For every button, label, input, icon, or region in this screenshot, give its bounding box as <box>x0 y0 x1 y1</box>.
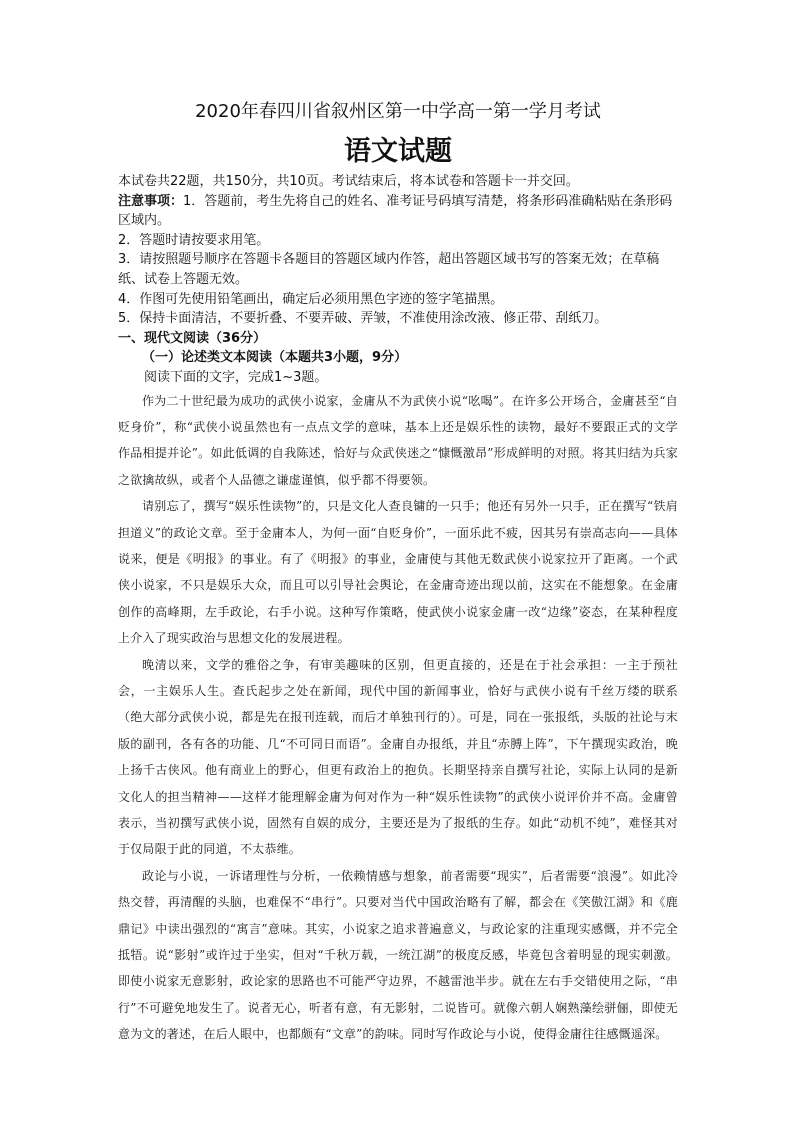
article-paragraph-2: 请别忘了，撰写“娱乐性读物”的，只是文化人查良镛的一只手；他还有另外一只手，正在撰写“铁肩担道义”的政论文章。至于金庸本人，为何一面“自贬身价”，一面乐此不疲，因其另有崇高志向——具体说来，便是《明报》的事业。有了《明报》的事业，金庸使与其他无数武侠小说家拉开了距离。一个武侠小说家，不只是娱乐大众，而且可以引导社会舆论，在金庸奇迹出现以前，这实在不能想象。在金庸创作的高峰期，左手政论，右手小说。这种写作策略，使武侠小说家金庸一改“边缘”姿态，在某种程度上介入了现实政治与思想文化的发展进程。 <box>118 499 678 646</box>
note-item-2: 2．答题时请按要求用笔。 <box>118 232 270 248</box>
note-item-1 <box>118 192 678 231</box>
intro-text: 本试卷共22题，共150分，共10页。考试结束后，将本试卷和答题卡一并交回。 <box>118 174 579 189</box>
subsection-heading: （一）论述类文本阅读（本题共3小题，9分） <box>142 350 408 366</box>
note-item-4: 4．作图可先使用铅笔画出，确定后必须用黑色字迹的签字笔描黑。 <box>118 291 504 307</box>
article-paragraph-1: 作为二十世纪最为成功的武侠小说家，金庸从不为武侠小说“吆喝”。在许多公开场合，金庸甚至“自贬身价”，称“武侠小说虽然也有一点点文学的意味，基本上还是娱乐性的读物，最好不要跟正式的文学作品相提并论”。如此低调的自我陈述，恰好与众武侠迷之“慷慨激昂”形成鲜明的对照。将其归结为兵家之欲擒故纵，或者个人品德之谦虚谨慎，似乎都不得要领。 <box>118 393 678 487</box>
exam-page <box>118 100 678 1048</box>
note-item-1-text: 1．答题前，考生先将自己的姓名、准考证号码填写清楚，将条形码准确粘贴在条形码区域内。 <box>118 193 673 229</box>
note-item-5: 5．保持卡面清洁，不要折叠、不要弄破、弄皱，不准使用涂改液、修正带、刮纸刀。 <box>118 311 608 327</box>
note-item-3: 3．请按照题号顺序在答题卡各题目的答题区域内作答，超出答题区域书写的答案无效；在草稿纸、试卷上答题无效。 <box>118 252 660 287</box>
notes-label: 注意事项： <box>118 193 184 209</box>
article-paragraph-4: 政论与小说，一诉诸理性与分析，一依赖情感与想象，前者需要“现实”，后者需要“浪漫”。如此冷热交替，再清醒的头脑，也难保不“串行”。只要对当代中国政治略有了解，都会在《笑傲江湖》和《鹿鼎记》中读出强烈的“寓言”意味。其实，小说家之追求普遍意义，与政论家的注重现实感慨，并不完全抵牾。说“影射”或许过于坐实，但对“千秋万载，一统江湖”的极度反感，毕竟包含着明显的现实刺激。即使小说家无意影射，政论家的思路也不可能严守边界，不越雷池半步。就在左右手交错使用之际，“串行”不可避免地发生了。说者无心，听者有意，有无影射，二说皆可。就像六朝人娴熟藻绘骈俪，即使无意为文的著述，在后人眼中，也都颇有“文章”的韵味。同时写作政论与小说，使得金庸往往感慨遥深。 <box>118 868 678 1042</box>
reading-instruction: 阅读下面的文字，完成1~3题。 <box>144 369 328 385</box>
exam-title: 2020年春四川省叙州区第一中学高一第一学月考试 <box>195 101 601 122</box>
article-paragraph-3: 晚清以来，文学的雅俗之争，有审美趣味的区别，但更直接的，还是在于社会承担：一主于预社会，一主娱乐人生。查氏起步之处在新闻，现代中国的新闻事业，恰好与武侠小说有千丝万缕的联系（绝大部分武侠小说，都是先在报刊连载，而后才单独刊行的）。可是，同在一张报纸，头版的社论与末版的副刊，各有各的功能、几“不可同日而语”。金庸自办报纸，并且“赤膊上阵”，下午撰现实政治，晚上扬千古侠风。他有商业上的野心，但更有政治上的抱负。长期坚持亲自撰写社论，实际上认同的是新文化人的担当精神——这样才能理解金庸为何对作为一种“娱乐性读物”的武侠小说评价并不高。金庸曾表示，当初撰写武侠小说，固然有自娱的成分，主要还是为了报纸的生存。如此“动机不纯”，难怪其对于仅局限于此的同道，不太恭维。 <box>118 657 678 857</box>
section-heading: 一、现代文阅读（36分） <box>118 330 267 346</box>
exam-subtitle: 语文试题 <box>344 136 452 167</box>
